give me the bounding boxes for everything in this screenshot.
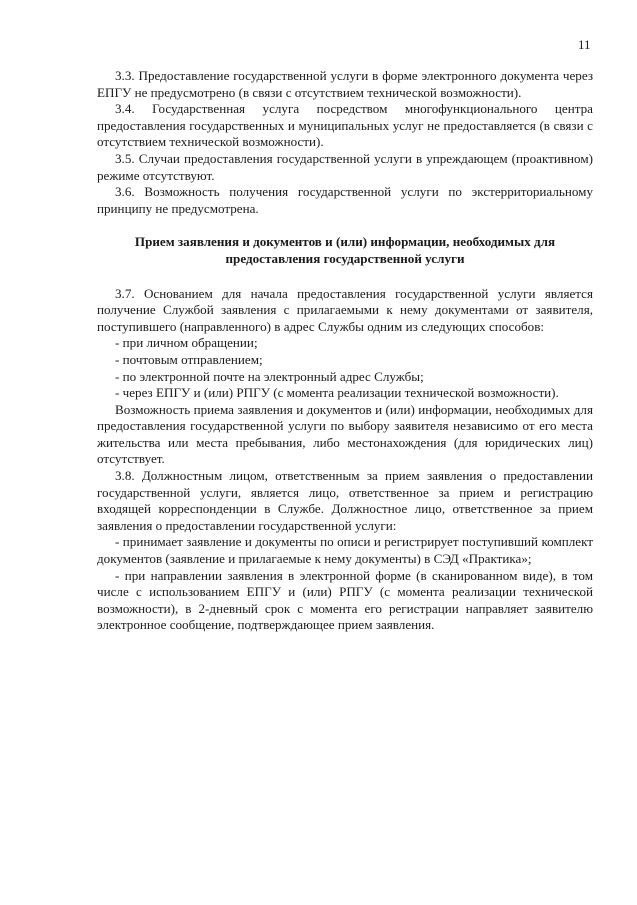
list-item: - при личном обращении; (115, 335, 258, 351)
list-item: - через ЕПГУ и (или) РПГУ (с момента реализации технической возможности). (115, 385, 559, 401)
paragraph-3-4: 3.4. Государственная услуга посредством многофункционального центра предоставления государственных и муниципальных услуг не предоставляется (в связи с отсутствием технической возможности). (97, 101, 593, 150)
responsible-duties-list (97, 534, 593, 634)
submission-methods-list (97, 335, 593, 401)
paragraph-3-8: 3.8. Должностным лицом, ответственным за прием заявления о предоставлении государственной услуги, является лицо, ответственное за прием и регистрацию входящей корреспонденции в Службе. Должностное лицо, ответственное за прием заявления о предоставлении государственной услуги: (97, 468, 593, 533)
list-item: - по электронной почте на электронный адрес Службы; (115, 368, 424, 384)
paragraph-3-3: 3.3. Предоставление государственной услуги в форме электронного документа через ЕПГУ не предусмотрено (в связи с отсутствием технической возможности). (97, 68, 593, 100)
list-item: - почтовым отправлением; (115, 351, 263, 367)
page-number: 11 (578, 37, 591, 52)
document-body (97, 68, 593, 634)
section-heading: Прием заявления и документов и (или) информации, необходимых для предоставления государственной услуги (134, 234, 556, 266)
spacer (97, 268, 593, 286)
paragraph-3-5: 3.5. Случаи предоставления государственной услуги в упреждающем (проактивном) режиме отсутствуют. (97, 150, 593, 183)
paragraph-3-7-note: Возможность приема заявления и документов и (или) информации, необходимых для предоставления государственной услуги по выбору заявителя независимо от его места жительства или места пребывания, либо местонахождения (для юридических лиц) отсутствует. (97, 401, 593, 467)
list-item: - принимает заявление и документы по описи и регистрирует поступивший комплект документов (заявление и прилагаемые к нему документы) в СЭД «Практика»; (97, 534, 593, 567)
paragraph-3-6: 3.6. Возможность получения государственной услуги по экстерриториальному принципу не предусмотрена. (97, 184, 593, 216)
list-item: - при направлении заявления в электронной форме (в сканированном виде), в том числе с использованием ЕПГУ и (или) РПГУ (с момента реализации технической возможности), в 2-дневный срок с момента его регистрации направляет заявителю электронное сообщение, подтверждающее прием заявления. (97, 567, 593, 633)
paragraph-3-7: 3.7. Основанием для начала предоставления государственной услуги является получение Службой заявления с прилагаемыми к нему документами от заявителя, поступившего (направленного) в адрес Службы одним из следующих способов: (97, 285, 593, 334)
